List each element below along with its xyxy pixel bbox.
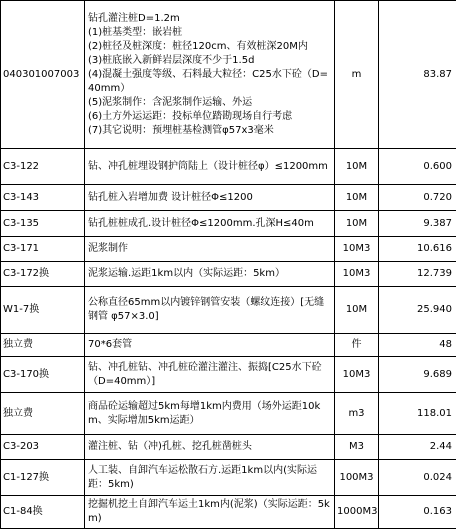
quantity-cell[interactable]: 9.689 [379, 357, 456, 393]
table-row[interactable] [1, 287, 456, 334]
description-line: 挖掘机挖土自卸汽车运土1km内(泥浆)（实际运距：5km) [88, 498, 331, 526]
table-row[interactable] [1, 393, 456, 435]
table-row[interactable] [1, 185, 456, 211]
unit-cell[interactable]: 件 [335, 334, 379, 357]
unit-cell[interactable]: 10M3 [335, 262, 379, 287]
item-code-cell[interactable]: C3-171 [1, 237, 85, 262]
item-code-cell[interactable]: C3-172换 [1, 262, 85, 287]
description-line: 钻、冲孔桩埋设钢护筒陆上（设计桩径φ）≤1200mm [88, 160, 331, 174]
item-description-cell[interactable] [85, 357, 335, 393]
unit-cell[interactable]: M3 [335, 435, 379, 460]
description-line: (7)其它说明：预埋桩基检测管φ57x3毫米 [88, 124, 331, 138]
item-code-cell[interactable]: C3-122 [1, 149, 85, 185]
table-row[interactable] [1, 334, 456, 357]
unit-cell[interactable]: 10M [335, 185, 379, 211]
table-row[interactable] [1, 435, 456, 460]
quantity-cell[interactable]: 0.163 [379, 496, 456, 529]
description-line: 公称直径65mm以内镀锌钢管安装（螺纹连接）[无缝钢管 φ57×3.0] [88, 296, 331, 324]
unit-cell[interactable]: 10M [335, 211, 379, 237]
item-code-cell[interactable]: W1-7换 [1, 287, 85, 334]
item-description-cell[interactable] [85, 237, 335, 262]
unit-cell[interactable]: 10M3 [335, 237, 379, 262]
description-line: 钻孔桩入岩增加费 设计桩径Φ≤1200 [88, 191, 331, 205]
quantity-cell[interactable]: 10.616 [379, 237, 456, 262]
description-line: 钻孔灌注桩D=1.2m [88, 12, 331, 26]
item-code-cell[interactable]: C1-84换 [1, 496, 85, 529]
quantity-cell[interactable]: 2.44 [379, 435, 456, 460]
description-line: 钻孔桩桩成孔.设计桩径Φ≤1200mm.孔深H≤40m [88, 217, 331, 231]
description-line: 商品砼运输超过5km每增1km内费用（场外运距10km、实际增加5km运距） [88, 400, 331, 428]
description-line: 泥浆制作 [88, 242, 331, 256]
unit-cell[interactable]: 10M3 [335, 357, 379, 393]
item-description-cell[interactable] [85, 149, 335, 185]
quantity-cell[interactable]: 12.739 [379, 262, 456, 287]
item-description-cell[interactable] [85, 211, 335, 237]
item-description-cell[interactable] [85, 334, 335, 357]
description-line: 灌注桩、钻（冲)孔桩、挖孔桩凿桩头 [88, 440, 331, 454]
quantity-cell[interactable]: 118.01 [379, 393, 456, 435]
item-description-cell[interactable] [85, 496, 335, 529]
item-code-cell[interactable]: C3-143 [1, 185, 85, 211]
item-description-cell[interactable] [85, 460, 335, 496]
quantity-cell[interactable]: 9.387 [379, 211, 456, 237]
description-line: 钻、冲孔桩钻、冲孔桩砼灌注灌注、振捣[C25水下砼（D=40mm）] [88, 361, 331, 389]
table-row[interactable] [1, 237, 456, 262]
item-code-cell[interactable]: C1-127换 [1, 460, 85, 496]
description-line: (6)土方外运运距：投标单位踏勘现场自行考虑 [88, 110, 331, 124]
unit-cell[interactable]: 1000M3 [335, 496, 379, 529]
unit-cell[interactable]: 10M [335, 149, 379, 185]
quantity-cell[interactable]: 0.720 [379, 185, 456, 211]
item-code-cell[interactable]: C3-135 [1, 211, 85, 237]
item-code-cell[interactable]: 040301007003 [1, 1, 85, 149]
quantity-cell[interactable]: 25.940 [379, 287, 456, 334]
item-description-cell[interactable] [85, 262, 335, 287]
unit-cell[interactable]: 100M3 [335, 460, 379, 496]
item-code-cell[interactable]: C3-203 [1, 435, 85, 460]
table-row[interactable] [1, 460, 456, 496]
table-row[interactable] [1, 149, 456, 185]
table-row[interactable] [1, 1, 456, 149]
unit-cell[interactable]: 10M [335, 287, 379, 334]
description-line: (2)桩径及桩深度：桩径120cm、有效桩深20M内 [88, 40, 331, 54]
table-row[interactable] [1, 496, 456, 529]
description-line: (5)泥浆制作：含泥浆制作运输、外运 [88, 96, 331, 110]
table-row[interactable] [1, 357, 456, 393]
table-row[interactable] [1, 262, 456, 287]
unit-cell[interactable]: m3 [335, 393, 379, 435]
description-line: 泥浆运输.运距1km以内（实际运距：5km） [88, 267, 331, 281]
item-description-cell[interactable] [85, 185, 335, 211]
description-line: (1)桩基类型：嵌岩桩 [88, 26, 331, 40]
item-description-cell[interactable] [85, 1, 335, 149]
item-description-cell[interactable] [85, 435, 335, 460]
quantity-cell[interactable]: 48 [379, 334, 456, 357]
item-code-cell[interactable]: C3-170换 [1, 357, 85, 393]
description-line: 人工装、自卸汽车运松散石方.运距1km以内(实际运距：5km) [88, 464, 331, 492]
table-row[interactable] [1, 211, 456, 237]
description-line: 70*6套管 [88, 338, 331, 352]
description-line: (4)混凝土强度等级、石料最大粒径：C25水下砼（D=40mm） [88, 68, 331, 96]
unit-cell[interactable]: m [335, 1, 379, 149]
item-code-cell[interactable]: 独立费 [1, 393, 85, 435]
item-description-cell[interactable] [85, 287, 335, 334]
item-description-cell[interactable] [85, 393, 335, 435]
item-code-cell[interactable]: 独立费 [1, 334, 85, 357]
quantity-cell[interactable]: 83.87 [379, 1, 456, 149]
description-line: (3)桩底嵌入新鲜岩层深度不少于1.5d [88, 54, 331, 68]
quantity-cell[interactable]: 0.600 [379, 149, 456, 185]
quantity-cell[interactable]: 0.024 [379, 460, 456, 496]
